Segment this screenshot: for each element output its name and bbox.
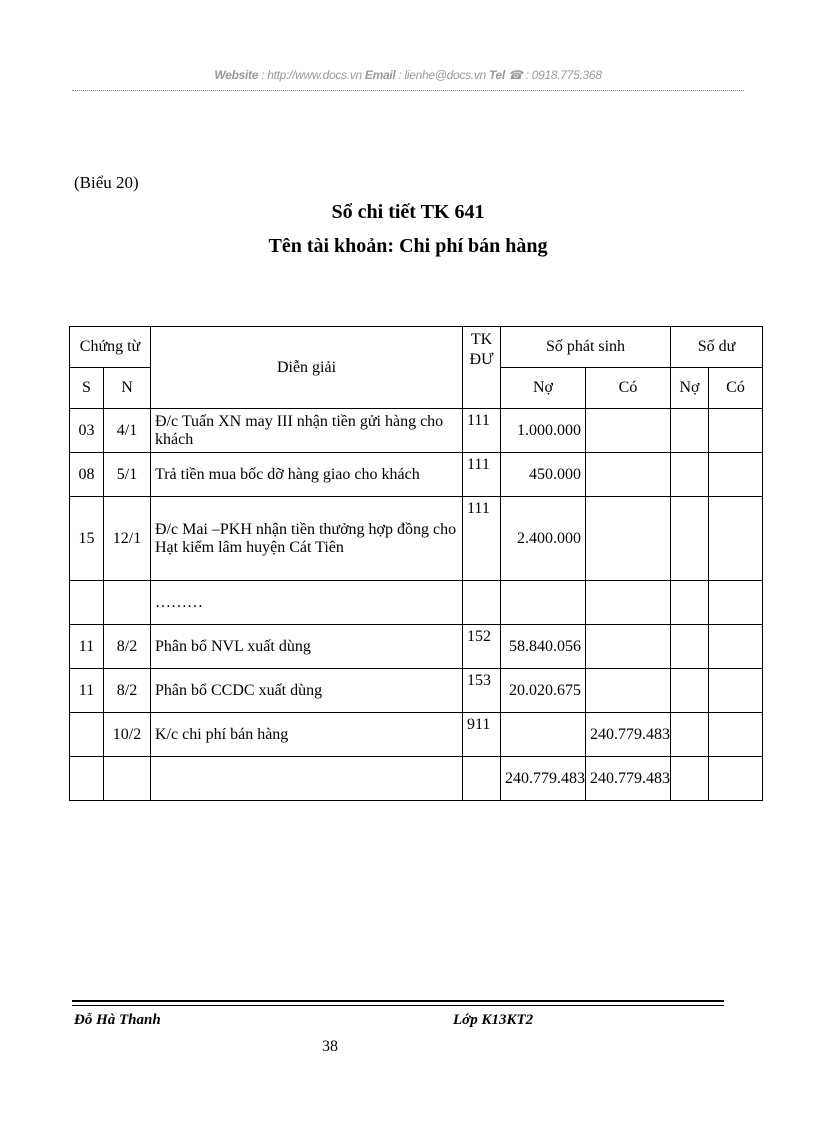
email-value: : lienhe@docs.vn — [398, 68, 486, 82]
website-value: : http://www.docs.vn — [261, 68, 362, 82]
entry-n: 8/2 — [104, 625, 151, 669]
entry-balance-debit — [671, 497, 709, 581]
entry-credit — [586, 669, 671, 713]
entry-s — [70, 757, 104, 801]
entry-balance-credit — [709, 757, 763, 801]
entry-description: Đ/c Tuấn XN may III nhận tiền gửi hàng cho khách — [151, 409, 463, 453]
footer-divider — [72, 1000, 724, 1006]
entry-balance-credit — [709, 409, 763, 453]
page-number: 38 — [322, 1038, 338, 1055]
entry-tk: 111 — [463, 453, 501, 497]
col-header-du-no: Nợ — [671, 368, 709, 409]
tk-du-label: TK ĐƯ — [469, 331, 494, 368]
website-label: Website — [214, 68, 259, 82]
entry-s: 11 — [70, 625, 104, 669]
col-header-no: Nợ — [501, 368, 586, 409]
entry-description: Đ/c Mai –PKH nhận tiền thưởng hợp đồng cho Hạt kiểm lâm huyện Cát Tiên — [151, 497, 463, 581]
entry-tk: 911 — [463, 713, 501, 757]
entry-balance-debit — [671, 581, 709, 625]
entry-credit — [586, 625, 671, 669]
entry-n: 12/1 — [104, 497, 151, 581]
entry-credit: 240.779.483 — [586, 713, 671, 757]
table-row — [70, 757, 763, 801]
entry-s — [70, 581, 104, 625]
entry-description: Trả tiền mua bốc dỡ hàng giao cho khách — [151, 453, 463, 497]
entry-balance-credit — [709, 669, 763, 713]
entry-description: Phân bổ NVL xuất dùng — [151, 625, 463, 669]
entry-debit: 1.000.000 — [501, 409, 586, 453]
entry-debit: 20.020.675 — [501, 669, 586, 713]
document-subtitle: Tên tài khoản: Chi phí bán hàng — [268, 235, 548, 257]
entry-description: K/c chi phí bán hàng — [151, 713, 463, 757]
col-header-so-phat-sinh: Số phát sinh — [501, 327, 671, 368]
col-header-tk-du — [463, 327, 501, 409]
entry-balance-credit — [709, 713, 763, 757]
entry-debit: 450.000 — [501, 453, 586, 497]
entry-n — [104, 757, 151, 801]
entry-n: 4/1 — [104, 409, 151, 453]
entry-balance-credit — [709, 497, 763, 581]
email-label: Email — [364, 68, 396, 82]
entry-description: ……… — [151, 581, 463, 625]
entry-n: 10/2 — [104, 713, 151, 757]
entry-n: 5/1 — [104, 453, 151, 497]
website-header — [0, 68, 816, 82]
table-row — [70, 669, 763, 713]
table-row — [70, 453, 763, 497]
entry-tk — [463, 581, 501, 625]
col-header-dien-giai: Diễn giải — [151, 327, 463, 409]
entry-tk: 152 — [463, 625, 501, 669]
entry-balance-credit — [709, 581, 763, 625]
tel-value: : 0918.775.368 — [525, 68, 602, 82]
entry-credit — [586, 409, 671, 453]
entry-description: Phân bổ CCDC xuất dùng — [151, 669, 463, 713]
entry-balance-debit — [671, 625, 709, 669]
entry-s: 08 — [70, 453, 104, 497]
entry-debit — [501, 581, 586, 625]
col-header-co: Có — [586, 368, 671, 409]
entry-n — [104, 581, 151, 625]
col-header-n: N — [104, 368, 151, 409]
author-name: Đỗ Hà Thanh — [74, 1012, 161, 1028]
entry-tk: 111 — [463, 409, 501, 453]
entry-description — [151, 757, 463, 801]
entry-tk: 111 — [463, 497, 501, 581]
class-name: Lớp K13KT2 — [453, 1012, 534, 1028]
entry-credit — [586, 581, 671, 625]
col-header-chung-tu: Chứng từ — [70, 327, 151, 368]
entry-balance-debit — [671, 409, 709, 453]
exhibit-label: (Biểu 20) — [74, 173, 139, 192]
entry-debit: 240.779.483 — [501, 757, 586, 801]
entry-balance-credit — [709, 625, 763, 669]
entry-s: 03 — [70, 409, 104, 453]
entry-s — [70, 713, 104, 757]
table-row — [70, 625, 763, 669]
entry-tk: 153 — [463, 669, 501, 713]
entry-balance-credit — [709, 453, 763, 497]
entry-balance-debit — [671, 453, 709, 497]
entry-debit — [501, 713, 586, 757]
entry-debit: 2.400.000 — [501, 497, 586, 581]
table-row — [70, 497, 763, 581]
header-divider — [72, 90, 744, 91]
entry-debit: 58.840.056 — [501, 625, 586, 669]
entry-credit: 240.779.483 — [586, 757, 671, 801]
table-row — [70, 409, 763, 453]
entry-s: 11 — [70, 669, 104, 713]
table-row — [70, 713, 763, 757]
col-header-so-du: Số dư — [671, 327, 763, 368]
entry-balance-debit — [671, 713, 709, 757]
document-title: Sổ chi tiết TK 641 — [331, 201, 485, 223]
col-header-du-co: Có — [709, 368, 763, 409]
entry-tk — [463, 757, 501, 801]
table-row — [70, 581, 763, 625]
header-row-1 — [70, 327, 763, 368]
entry-n: 8/2 — [104, 669, 151, 713]
ledger-table — [69, 326, 763, 801]
entry-balance-debit — [671, 669, 709, 713]
entry-balance-debit — [671, 757, 709, 801]
entry-credit — [586, 497, 671, 581]
entry-s: 15 — [70, 497, 104, 581]
tel-label: Tel — [488, 68, 505, 82]
phone-icon: ☎ — [508, 68, 523, 82]
entry-credit — [586, 453, 671, 497]
col-header-s: S — [70, 368, 104, 409]
